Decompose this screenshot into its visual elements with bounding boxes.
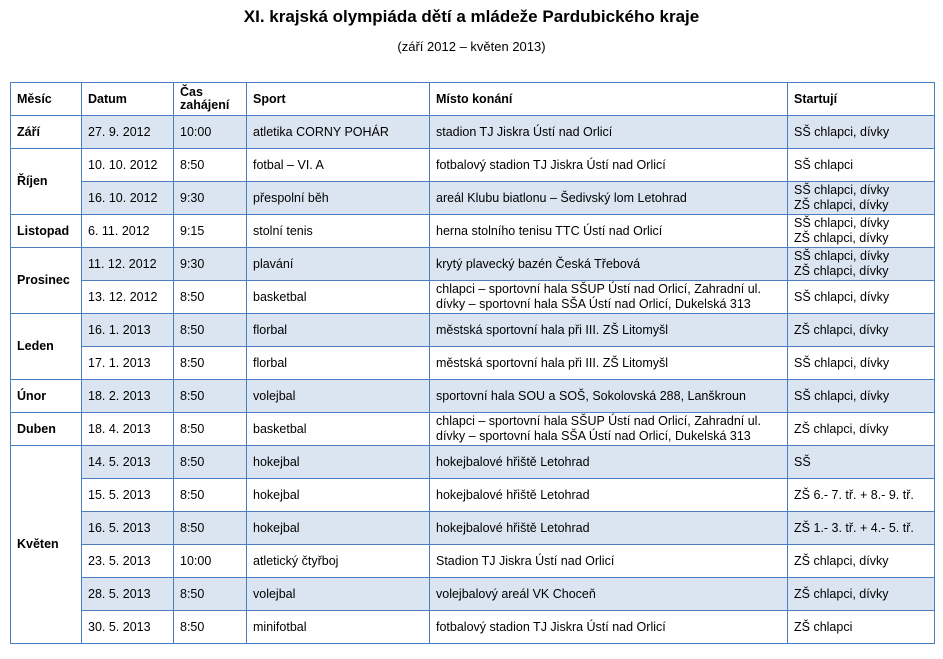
date-cell: 15. 5. 2013 bbox=[82, 479, 174, 512]
month-cell: Leden bbox=[11, 314, 82, 380]
venue-cell: městská sportovní hala při III. ZŠ Litomyšl bbox=[430, 314, 788, 347]
table-row bbox=[11, 314, 935, 347]
time-cell: 8:50 bbox=[174, 149, 247, 182]
month-cell: Říjen bbox=[11, 149, 82, 215]
participants-cell: ZŠ chlapci bbox=[788, 611, 935, 644]
sport-cell: minifotbal bbox=[247, 611, 430, 644]
time-cell: 8:50 bbox=[174, 347, 247, 380]
date-cell: 14. 5. 2013 bbox=[82, 446, 174, 479]
time-cell: 8:50 bbox=[174, 380, 247, 413]
time-cell: 10:00 bbox=[174, 116, 247, 149]
participants-cell: SŠ chlapci, dívky bbox=[788, 347, 935, 380]
table-row bbox=[11, 413, 935, 446]
date-cell: 16. 1. 2013 bbox=[82, 314, 174, 347]
date-cell: 18. 2. 2013 bbox=[82, 380, 174, 413]
column-header-participants: Startují bbox=[788, 83, 935, 116]
time-cell: 8:50 bbox=[174, 479, 247, 512]
sport-cell: atletický čtyřboj bbox=[247, 545, 430, 578]
column-header-date: Datum bbox=[82, 83, 174, 116]
time-cell: 9:30 bbox=[174, 182, 247, 215]
table-row bbox=[11, 512, 935, 545]
sport-cell: hokejbal bbox=[247, 446, 430, 479]
table-row bbox=[11, 149, 935, 182]
sport-cell: hokejbal bbox=[247, 479, 430, 512]
date-cell: 6. 11. 2012 bbox=[82, 215, 174, 248]
sport-cell: fotbal – VI. A bbox=[247, 149, 430, 182]
participants-cell: SŠ bbox=[788, 446, 935, 479]
time-cell: 8:50 bbox=[174, 512, 247, 545]
month-cell: Září bbox=[11, 116, 82, 149]
table-row bbox=[11, 116, 935, 149]
date-cell: 10. 10. 2012 bbox=[82, 149, 174, 182]
date-cell: 30. 5. 2013 bbox=[82, 611, 174, 644]
date-cell: 17. 1. 2013 bbox=[82, 347, 174, 380]
month-cell: Listopad bbox=[11, 215, 82, 248]
venue-cell: městská sportovní hala při III. ZŠ Litomyšl bbox=[430, 347, 788, 380]
date-cell: 28. 5. 2013 bbox=[82, 578, 174, 611]
column-header-month: Měsíc bbox=[11, 83, 82, 116]
sport-cell: atletika CORNY POHÁR bbox=[247, 116, 430, 149]
venue-cell: chlapci – sportovní hala SŠUP Ústí nad Orlicí, Zahradní ul. dívky – sportovní hala SŠA Ústí nad Orlicí, Dukelská 313 bbox=[430, 413, 788, 446]
venue-cell: herna stolního tenisu TTC Ústí nad Orlicí bbox=[430, 215, 788, 248]
sport-cell: volejbal bbox=[247, 578, 430, 611]
table-row bbox=[11, 380, 935, 413]
venue-cell: hokejbalové hřiště Letohrad bbox=[430, 479, 788, 512]
schedule-body bbox=[11, 116, 935, 644]
participants-cell: SŠ chlapci, dívky bbox=[788, 380, 935, 413]
venue-cell: stadion TJ Jiskra Ústí nad Orlicí bbox=[430, 116, 788, 149]
month-cell: Květen bbox=[11, 446, 82, 644]
date-cell: 16. 10. 2012 bbox=[82, 182, 174, 215]
venue-cell: hokejbalové hřiště Letohrad bbox=[430, 512, 788, 545]
date-cell: 23. 5. 2013 bbox=[82, 545, 174, 578]
participants-cell: SŠ chlapci, dívky bbox=[788, 281, 935, 314]
table-row bbox=[11, 347, 935, 380]
time-cell: 8:50 bbox=[174, 413, 247, 446]
time-cell: 9:15 bbox=[174, 215, 247, 248]
table-row bbox=[11, 215, 935, 248]
time-cell: 8:50 bbox=[174, 446, 247, 479]
table-row bbox=[11, 545, 935, 578]
column-header-venue: Místo konání bbox=[430, 83, 788, 116]
page-title: XI. krajská olympiáda dětí a mládeže Pardubického kraje bbox=[243, 7, 700, 26]
column-header-start-time: Čas zahájení bbox=[174, 83, 247, 116]
sport-cell: přespolní běh bbox=[247, 182, 430, 215]
header-row bbox=[11, 83, 935, 116]
table-row bbox=[11, 248, 935, 281]
sport-cell: stolní tenis bbox=[247, 215, 430, 248]
time-cell: 8:50 bbox=[174, 578, 247, 611]
venue-cell: chlapci – sportovní hala SŠUP Ústí nad Orlicí, Zahradní ul. dívky – sportovní hala SŠA Ústí nad Orlicí, Dukelská 313 bbox=[430, 281, 788, 314]
venue-cell: hokejbalové hřiště Letohrad bbox=[430, 446, 788, 479]
venue-cell: fotbalový stadion TJ Jiskra Ústí nad Orlicí bbox=[430, 611, 788, 644]
venue-cell: krytý plavecký bazén Česká Třebová bbox=[430, 248, 788, 281]
sport-cell: hokejbal bbox=[247, 512, 430, 545]
sport-cell: florbal bbox=[247, 314, 430, 347]
schedule-table bbox=[10, 82, 935, 644]
time-cell: 8:50 bbox=[174, 611, 247, 644]
venue-cell: volejbalový areál VK Choceň bbox=[430, 578, 788, 611]
participants-cell: SŠ chlapci, dívky ZŠ chlapci, dívky bbox=[788, 248, 935, 281]
month-cell: Prosinec bbox=[11, 248, 82, 314]
sport-cell: basketbal bbox=[247, 281, 430, 314]
participants-cell: SŠ chlapci, dívky ZŠ chlapci, dívky bbox=[788, 182, 935, 215]
month-cell: Duben bbox=[11, 413, 82, 446]
table-row bbox=[11, 281, 935, 314]
participants-cell: SŠ chlapci bbox=[788, 149, 935, 182]
date-cell: 27. 9. 2012 bbox=[82, 116, 174, 149]
time-cell: 8:50 bbox=[174, 281, 247, 314]
table-row bbox=[11, 479, 935, 512]
date-cell: 16. 5. 2013 bbox=[82, 512, 174, 545]
date-cell: 11. 12. 2012 bbox=[82, 248, 174, 281]
sport-cell: basketbal bbox=[247, 413, 430, 446]
venue-cell: fotbalový stadion TJ Jiskra Ústí nad Orlicí bbox=[430, 149, 788, 182]
participants-cell: ZŠ 6.- 7. tř. + 8.- 9. tř. bbox=[788, 479, 935, 512]
date-cell: 18. 4. 2013 bbox=[82, 413, 174, 446]
table-row bbox=[11, 446, 935, 479]
venue-cell: sportovní hala SOU a SOŠ, Sokolovská 288, Lanškroun bbox=[430, 380, 788, 413]
participants-cell: ZŠ chlapci, dívky bbox=[788, 314, 935, 347]
column-header-sport: Sport bbox=[247, 83, 430, 116]
sport-cell: florbal bbox=[247, 347, 430, 380]
sport-cell: plavání bbox=[247, 248, 430, 281]
table-row bbox=[11, 611, 935, 644]
venue-cell: areál Klubu biatlonu – Šedivský lom Letohrad bbox=[430, 182, 788, 215]
page-subtitle: (září 2012 – květen 2013) bbox=[397, 39, 546, 54]
time-cell: 9:30 bbox=[174, 248, 247, 281]
table-row bbox=[11, 182, 935, 215]
table-row bbox=[11, 578, 935, 611]
time-cell: 8:50 bbox=[174, 314, 247, 347]
venue-cell: Stadion TJ Jiskra Ústí nad Orlicí bbox=[430, 545, 788, 578]
participants-cell: SŠ chlapci, dívky ZŠ chlapci, dívky bbox=[788, 215, 935, 248]
participants-cell: ZŠ chlapci, dívky bbox=[788, 413, 935, 446]
time-cell: 10:00 bbox=[174, 545, 247, 578]
month-cell: Únor bbox=[11, 380, 82, 413]
participants-cell: SŠ chlapci, dívky bbox=[788, 116, 935, 149]
date-cell: 13. 12. 2012 bbox=[82, 281, 174, 314]
sport-cell: volejbal bbox=[247, 380, 430, 413]
participants-cell: ZŠ 1.- 3. tř. + 4.- 5. tř. bbox=[788, 512, 935, 545]
participants-cell: ZŠ chlapci, dívky bbox=[788, 545, 935, 578]
participants-cell: ZŠ chlapci, dívky bbox=[788, 578, 935, 611]
